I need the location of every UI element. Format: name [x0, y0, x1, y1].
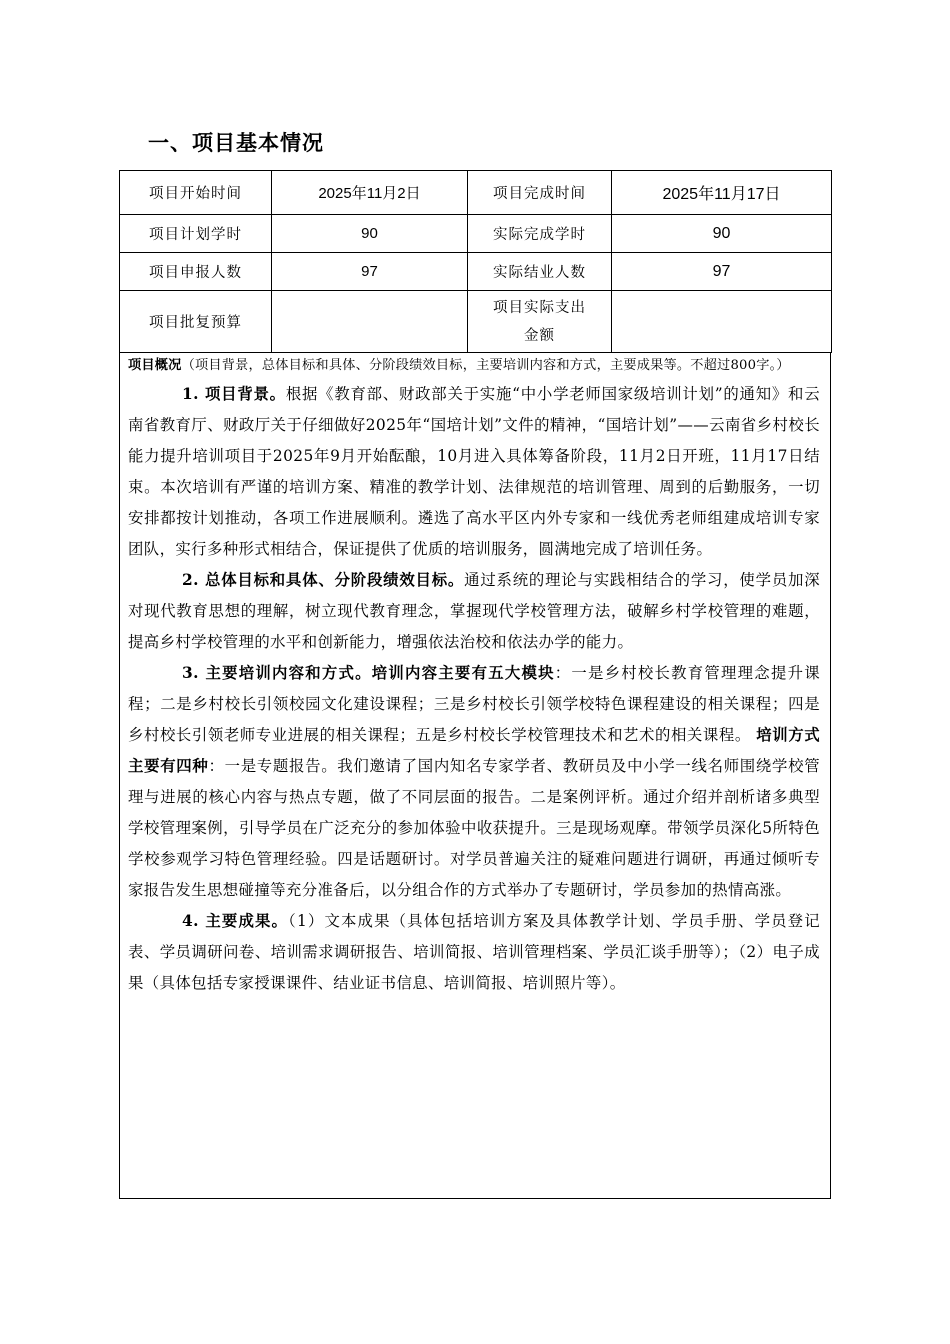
p3-heading2: 培训方式主要有四种 [128, 726, 820, 775]
end-time-label: 项目完成时间 [468, 171, 612, 215]
table-row [120, 291, 832, 353]
expense-label-line1: 项目实际支出 [493, 299, 586, 316]
paragraph-results [128, 906, 820, 999]
table-row [120, 171, 832, 215]
start-time-value: 2025年11月2日 [272, 171, 468, 215]
applicants-label: 项目申报人数 [120, 253, 272, 291]
project-overview [119, 352, 831, 1199]
expense-value [612, 291, 832, 353]
p3-text1: ：一是乡村校长教育管理理念提升课程；二是乡村校长引领校园文化建设课程；三是乡村校长引领学校特色课程建设的相关课程；四是乡村校长引领老师专业进展的相关课程；五是乡村校长学校管理技术和艺术的相关课程。 [128, 664, 820, 744]
p1-text: 根据《教育部、财政部关于实施“中小学老师国家级培训计划”的通知》和云南省教育厅、财政厅关于仔细做好2025年“国培计划”文件的精神，“国培计划”——云南省乡村校长能力提升培训项目于2025年9月开始酝酿，10月进入具体筹备阶段，11月2日开班，11月17日结束。本次培训有严谨的培训方案、精准的教学计划、法律规范的培训管理、周到的后勤服务，一切安排都按计划推动，各项工作进展顺利。遴选了高水平区内外专家和一线优秀老师组建成培训专家团队，实行多种形式相结合，保证提供了优质的培训服务，圆满地完成了培训任务。 [128, 385, 820, 558]
expense-label-line2: 金额 [524, 327, 555, 344]
planned-hours-label: 项目计划学时 [120, 215, 272, 253]
start-time-label: 项目开始时间 [120, 171, 272, 215]
table-row [120, 253, 832, 291]
expense-label [468, 291, 612, 353]
p3-text2: ：一是专题报告。我们邀请了国内知名专家学者、教研员及中小学一线名师围绕学校管理与进展的核心内容与热点专题，做了不同层面的报告。二是案例评析。通过介绍并剖析诸多典型学校管理案例，引导学员在广泛充分的参加体验中收获提升。三是现场观摩。带领学员深化5所特色学校参观学习特色管理经验。四是话题研讨。对学员普遍关注的疑难问题进行调研，再通过倾听专家报告发生思想碰撞等充分准备后，以分组合作的方式举办了专题研讨，学员参加的热情高涨。 [128, 757, 820, 899]
p1-heading: 1. 项目背景。 [182, 385, 286, 403]
p2-heading: 2. 总体目标和具体、分阶段绩效目标。 [182, 571, 465, 589]
actual-hours-label: 实际完成学时 [468, 215, 612, 253]
graduates-value: 97 [612, 253, 832, 291]
paragraph-content [128, 658, 820, 906]
p4-text: （1）文本成果（具体包括培训方案及具体教学计划、学员手册、学员登记表、学员调研问卷、培训需求调研报告、培训简报、培训管理档案、学员汇谈手册等）；（2）电子成果（具体包括专家授课课件、结业证书信息、培训简报、培训照片等）。 [128, 912, 820, 992]
planned-hours-value: 90 [272, 215, 468, 253]
paragraph-goals [128, 565, 820, 658]
budget-value [272, 291, 468, 353]
paragraph-background [128, 379, 820, 565]
graduates-label: 实际结业人数 [468, 253, 612, 291]
end-time-value: 2025年11月17日 [612, 171, 832, 215]
overview-header [128, 358, 822, 374]
table-row [120, 215, 832, 253]
actual-hours-value: 90 [612, 215, 832, 253]
p2-text: 通过系统的理论与实践相结合的学习，使学员加深对现代教育思想的理解，树立现代教育理念，掌握现代学校管理方法，破解乡村学校管理的难题，提高乡村学校管理的水平和创新能力，增强依法治校和依法办学的能力。 [128, 571, 820, 651]
overview-note: （项目背景，总体目标和具体、分阶段绩效目标，主要培训内容和方式，主要成果等。不超过800字。） [181, 358, 790, 373]
overview-title: 项目概况 [128, 358, 182, 373]
applicants-value: 97 [272, 253, 468, 291]
p3-heading: 3. 主要培训内容和方式。培训内容主要有五大模块 [182, 664, 555, 682]
budget-label: 项目批复预算 [120, 291, 272, 353]
section-title: 一、项目基本情况 [148, 131, 324, 155]
project-info-table [119, 170, 832, 353]
p4-heading: 4. 主要成果。 [182, 912, 289, 930]
